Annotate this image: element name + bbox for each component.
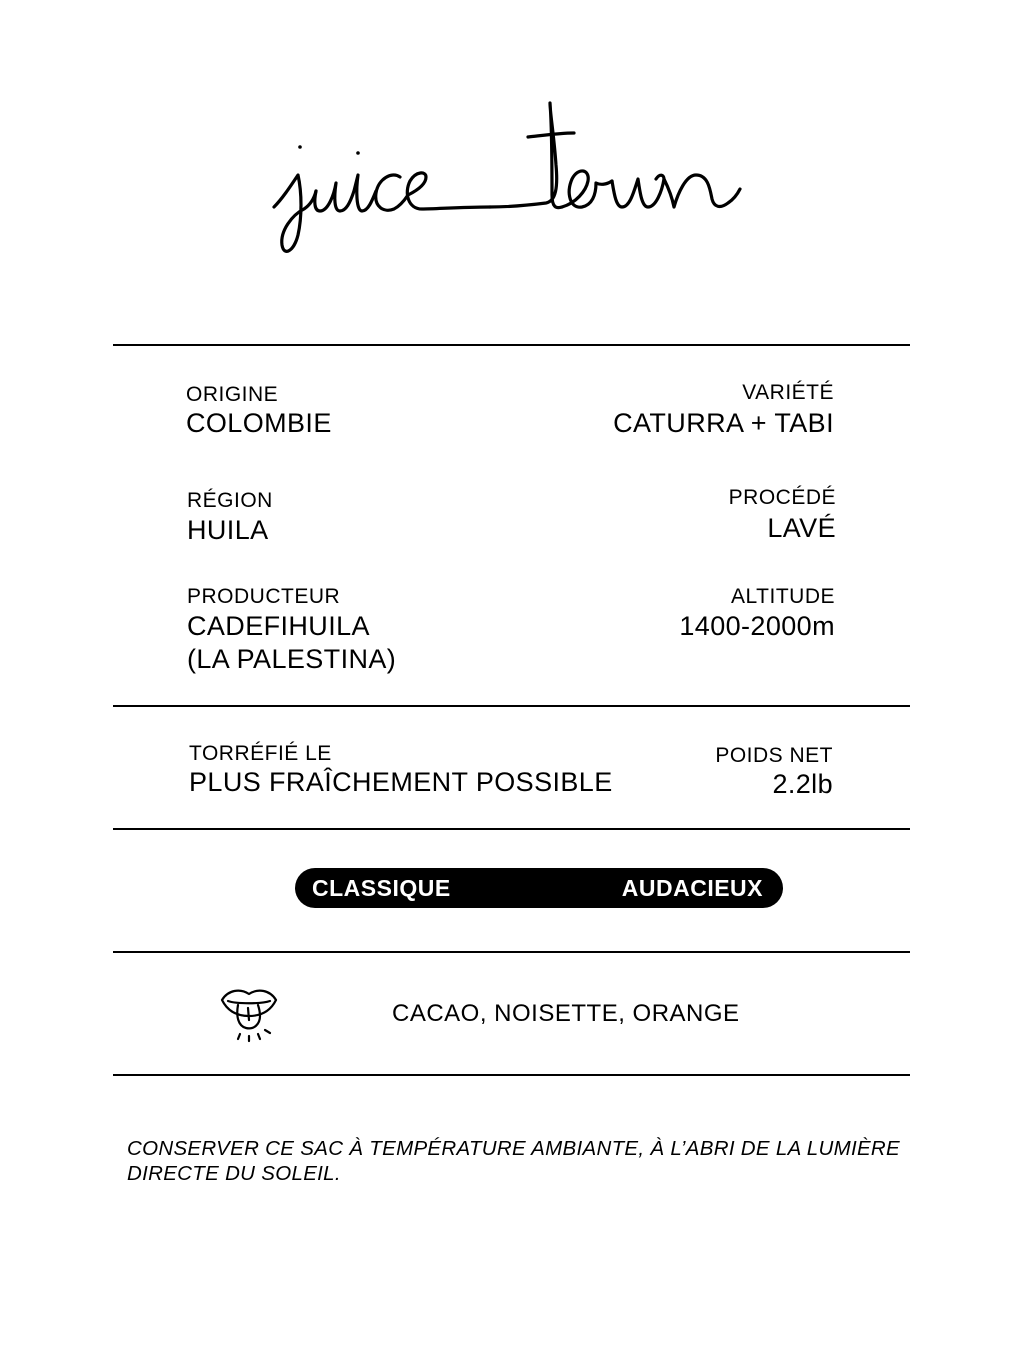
roasted-label: TORRÉFIÉ LE <box>189 742 332 765</box>
region-value: HUILA <box>187 515 269 545</box>
divider <box>113 705 910 707</box>
tasting-notes: CACAO, NOISETTE, ORANGE <box>392 1000 740 1027</box>
net-weight-value: 2.2lb <box>772 769 833 799</box>
profile-scale <box>295 868 783 908</box>
variety-value: CATURRA + TABI <box>613 408 834 438</box>
net-weight-label: POIDS NET <box>715 744 833 767</box>
profile-scale-right-label: AUDACIEUX <box>621 875 763 901</box>
variety-label: VARIÉTÉ <box>742 381 834 404</box>
profile-scale-left-label: CLASSIQUE <box>312 875 451 901</box>
altitude-label: ALTITUDE <box>731 585 835 608</box>
process-value: LAVÉ <box>767 513 836 543</box>
storage-note: CONSERVER CE SAC À TEMPÉRATURE AMBIANTE, À L’ABRI DE LA LUMIÈRE DIRECTE DU SOLEIL. <box>127 1137 901 1185</box>
region-label: RÉGION <box>187 489 273 512</box>
process-label: PROCÉDÉ <box>728 486 836 509</box>
tongue-icon <box>218 986 280 1044</box>
roasted-value: PLUS FRAÎCHEMENT POSSIBLE <box>189 767 613 797</box>
divider <box>113 344 910 346</box>
producer-value-line2: (LA PALESTINA) <box>187 644 397 674</box>
altitude-value: 1400-2000m <box>679 611 835 641</box>
producer-value-line1: CADEFIHUILA <box>187 611 370 641</box>
producer-label: PRODUCTEUR <box>187 585 341 608</box>
divider <box>113 1074 910 1076</box>
brand-logo <box>260 95 760 265</box>
divider <box>113 828 910 830</box>
origin-value: COLOMBIE <box>186 408 332 438</box>
origin-label: ORIGINE <box>186 383 279 406</box>
divider <box>113 951 910 953</box>
